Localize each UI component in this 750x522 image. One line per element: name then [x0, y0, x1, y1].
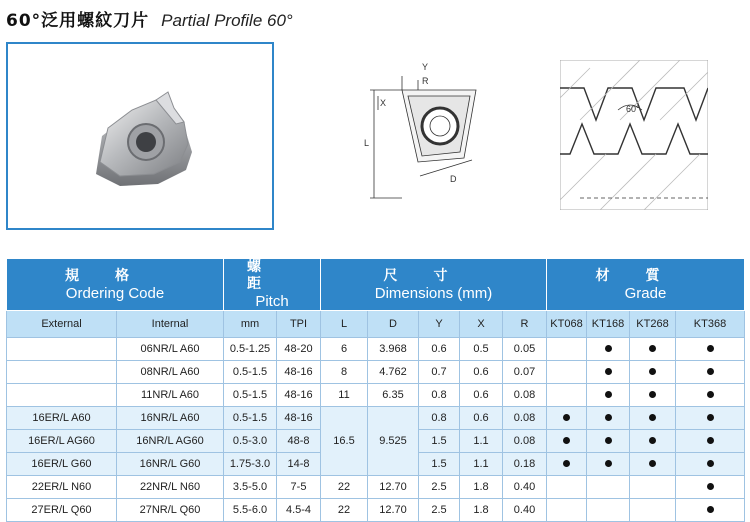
- cell-internal: 08NR/L A60: [117, 361, 224, 384]
- group-header-dimensions-zh: 尺寸: [383, 267, 484, 284]
- cell-dim-y: 0.8: [419, 407, 460, 430]
- cell-pitch-mm: 3.5-5.0: [224, 476, 277, 499]
- cell-external: 27ER/L Q60: [7, 499, 117, 522]
- cell-external: 22ER/L N60: [7, 476, 117, 499]
- cell-dim-x: 0.5: [460, 338, 503, 361]
- available-dot-icon: [707, 391, 714, 398]
- available-dot-icon: [649, 345, 656, 352]
- cell-pitch-tpi: 7-5: [277, 476, 321, 499]
- cell-pitch-mm: 0.5-1.5: [224, 407, 277, 430]
- cell-grade-kt168: [587, 430, 630, 453]
- available-dot-icon: [605, 414, 612, 421]
- cell-pitch-tpi: 4.5-4: [277, 499, 321, 522]
- cell-pitch-mm: 0.5-1.25: [224, 338, 277, 361]
- cell-pitch-tpi: 48-16: [277, 407, 321, 430]
- cell-grade-kt368: [676, 338, 745, 361]
- cell-dim-l: 22: [321, 476, 368, 499]
- cell-internal: 06NR/L A60: [117, 338, 224, 361]
- col-header-kt268: KT268: [630, 311, 676, 338]
- cell-dim-d: 12.70: [368, 499, 419, 522]
- available-dot-icon: [707, 483, 714, 490]
- cell-dim-x: 0.6: [460, 361, 503, 384]
- cell-grade-kt068: [547, 384, 587, 407]
- column-header-row: [7, 311, 745, 338]
- available-dot-icon: [563, 414, 570, 421]
- cell-grade-kt168: [587, 384, 630, 407]
- cell-grade-kt268: [630, 499, 676, 522]
- available-dot-icon: [605, 368, 612, 375]
- cell-external: 16ER/L G60: [7, 453, 117, 476]
- cell-dim-x: 1.1: [460, 430, 503, 453]
- title-chinese: 60°泛用螺紋刀片: [6, 11, 150, 31]
- cell-grade-kt268: [630, 476, 676, 499]
- available-dot-icon: [707, 506, 714, 513]
- group-header-dimensions: [321, 259, 547, 311]
- cell-dim-d: 12.70: [368, 476, 419, 499]
- cell-dim-r: 0.05: [503, 338, 547, 361]
- col-header-y: Y: [419, 311, 460, 338]
- cell-grade-kt368: [676, 499, 745, 522]
- cell-internal: 16NR/L A60: [117, 407, 224, 430]
- insert-photo: [8, 44, 272, 228]
- spec-table: [6, 258, 745, 522]
- cell-internal: 16NR/L G60: [117, 453, 224, 476]
- label-x: X: [380, 98, 387, 108]
- cell-grade-kt368: [676, 453, 745, 476]
- label-r: R: [422, 76, 429, 86]
- cell-dim-x: 0.6: [460, 407, 503, 430]
- cell-pitch-tpi: 48-8: [277, 430, 321, 453]
- cell-dim-x: 1.1: [460, 453, 503, 476]
- group-header-ordering-zh: 規格: [65, 267, 165, 284]
- available-dot-icon: [649, 414, 656, 421]
- thread-profile-diagram: [560, 60, 708, 210]
- cell-pitch-mm: 0.5-3.0: [224, 430, 277, 453]
- cell-dim-y: 1.5: [419, 430, 460, 453]
- page-title: [6, 6, 293, 31]
- available-dot-icon: [649, 368, 656, 375]
- cell-dim-r: 0.08: [503, 384, 547, 407]
- cell-grade-kt368: [676, 476, 745, 499]
- col-header-internal: Internal: [117, 311, 224, 338]
- table-row: [7, 499, 745, 522]
- cell-dim-y: 0.7: [419, 361, 460, 384]
- group-header-row: [7, 259, 745, 311]
- cell-grade-kt068: [547, 476, 587, 499]
- cell-grade-kt268: [630, 384, 676, 407]
- group-header-pitch-en: Pitch: [255, 293, 289, 310]
- cell-dim-r: 0.40: [503, 476, 547, 499]
- group-header-grade-zh: 材質: [595, 267, 696, 284]
- available-dot-icon: [707, 368, 714, 375]
- available-dot-icon: [605, 437, 612, 444]
- cell-dim-r: 0.08: [503, 407, 547, 430]
- cell-external: 16ER/L A60: [7, 407, 117, 430]
- cell-external: [7, 338, 117, 361]
- col-header-l: L: [321, 311, 368, 338]
- group-header-pitch-zh: 螺距: [247, 259, 297, 292]
- cell-internal: 27NR/L Q60: [117, 499, 224, 522]
- cell-grade-kt068: [547, 361, 587, 384]
- available-dot-icon: [707, 437, 714, 444]
- table-row: [7, 476, 745, 499]
- insert-photo-frame: [6, 42, 274, 230]
- cell-internal: 11NR/L A60: [117, 384, 224, 407]
- available-dot-icon: [707, 345, 714, 352]
- cell-grade-kt068: [547, 407, 587, 430]
- title-english: Partial Profile 60°: [161, 11, 293, 30]
- cell-external: [7, 361, 117, 384]
- cell-dim-r: 0.40: [503, 499, 547, 522]
- cell-grade-kt168: [587, 361, 630, 384]
- cell-dim-r: 0.18: [503, 453, 547, 476]
- cell-dim-l: 11: [321, 384, 368, 407]
- col-header-d: D: [368, 311, 419, 338]
- cell-dim-d: 3.968: [368, 338, 419, 361]
- cell-grade-kt168: [587, 499, 630, 522]
- cell-dim-x: 1.8: [460, 499, 503, 522]
- available-dot-icon: [605, 345, 612, 352]
- label-l: L: [364, 138, 370, 148]
- cell-pitch-mm: 1.75-3.0: [224, 453, 277, 476]
- cell-grade-kt368: [676, 361, 745, 384]
- group-header-grade: [547, 259, 745, 311]
- cell-dim-y: 1.5: [419, 453, 460, 476]
- cell-pitch-tpi: 48-16: [277, 361, 321, 384]
- cell-dim-r: 0.08: [503, 430, 547, 453]
- cell-internal: 16NR/L AG60: [117, 430, 224, 453]
- cell-external: [7, 384, 117, 407]
- cell-dim-y: 2.5: [419, 499, 460, 522]
- group-header-ordering: [7, 259, 224, 311]
- col-header-kt068: KT068: [547, 311, 587, 338]
- available-dot-icon: [605, 460, 612, 467]
- table-row: [7, 384, 745, 407]
- label-d: D: [450, 174, 457, 184]
- cell-dim-y: 0.8: [419, 384, 460, 407]
- available-dot-icon: [649, 460, 656, 467]
- angle-label: 60°: [626, 104, 640, 114]
- cell-internal: 22NR/L N60: [117, 476, 224, 499]
- group-header-ordering-en: Ordering Code: [65, 284, 165, 302]
- cell-grade-kt168: [587, 453, 630, 476]
- cell-dim-d: 9.525: [368, 407, 419, 476]
- available-dot-icon: [563, 437, 570, 444]
- col-header-kt368: KT368: [676, 311, 745, 338]
- available-dot-icon: [707, 460, 714, 467]
- cell-dim-l: 8: [321, 361, 368, 384]
- cell-grade-kt268: [630, 453, 676, 476]
- cell-pitch-mm: 5.5-6.0: [224, 499, 277, 522]
- cell-external: 16ER/L AG60: [7, 430, 117, 453]
- col-header-r: R: [503, 311, 547, 338]
- col-header-external: External: [7, 311, 117, 338]
- cell-grade-kt068: [547, 338, 587, 361]
- cell-dim-y: 0.6: [419, 338, 460, 361]
- cell-dim-l: 6: [321, 338, 368, 361]
- cell-grade-kt268: [630, 338, 676, 361]
- table-row: [7, 338, 745, 361]
- table-row: [7, 407, 745, 430]
- col-header-kt168: KT168: [587, 311, 630, 338]
- cell-pitch-mm: 0.5-1.5: [224, 384, 277, 407]
- cell-grade-kt268: [630, 361, 676, 384]
- cell-grade-kt268: [630, 430, 676, 453]
- cell-grade-kt368: [676, 430, 745, 453]
- col-header-x: X: [460, 311, 503, 338]
- cell-dim-x: 0.6: [460, 384, 503, 407]
- cell-dim-r: 0.07: [503, 361, 547, 384]
- cell-pitch-tpi: 14-8: [277, 453, 321, 476]
- cell-pitch-tpi: 48-20: [277, 338, 321, 361]
- cell-pitch-mm: 0.5-1.5: [224, 361, 277, 384]
- cell-dim-l: 16.5: [321, 407, 368, 476]
- group-header-grade-en: Grade: [624, 284, 667, 302]
- cell-grade-kt068: [547, 430, 587, 453]
- cell-grade-kt068: [547, 499, 587, 522]
- group-header-dimensions-en: Dimensions (mm): [374, 284, 493, 302]
- table-row: [7, 361, 745, 384]
- group-header-pitch: [224, 259, 321, 311]
- cell-dim-l: 22: [321, 499, 368, 522]
- cell-dim-d: 6.35: [368, 384, 419, 407]
- available-dot-icon: [649, 437, 656, 444]
- cell-grade-kt368: [676, 384, 745, 407]
- cell-dim-d: 4.762: [368, 361, 419, 384]
- cell-pitch-tpi: 48-16: [277, 384, 321, 407]
- col-header-mm: mm: [224, 311, 277, 338]
- cell-grade-kt068: [547, 453, 587, 476]
- cell-grade-kt168: [587, 476, 630, 499]
- available-dot-icon: [563, 460, 570, 467]
- cell-grade-kt168: [587, 407, 630, 430]
- cell-grade-kt268: [630, 407, 676, 430]
- label-y: Y: [422, 62, 429, 72]
- cell-grade-kt368: [676, 407, 745, 430]
- available-dot-icon: [649, 391, 656, 398]
- dimension-diagram: [360, 50, 500, 210]
- available-dot-icon: [707, 414, 714, 421]
- available-dot-icon: [605, 391, 612, 398]
- col-header-tpi: TPI: [277, 311, 321, 338]
- cell-dim-x: 1.8: [460, 476, 503, 499]
- cell-dim-y: 2.5: [419, 476, 460, 499]
- cell-grade-kt168: [587, 338, 630, 361]
